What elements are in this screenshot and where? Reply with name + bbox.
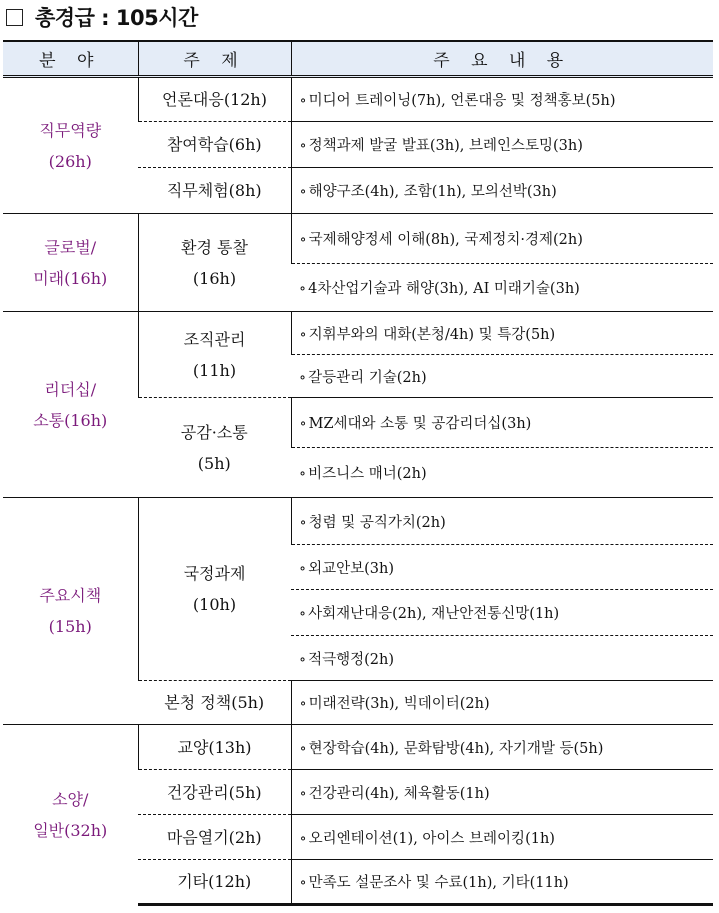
header-category: 분 야 <box>3 41 138 77</box>
content-text: 사회재난대응(2h), 재난안전통신망(1h) <box>308 606 560 622</box>
topic-label: 교양(13h) <box>177 737 252 757</box>
content-cell <box>291 815 713 860</box>
content-text: MZ세대와 소통 및 공감리더십(3h) <box>308 416 532 432</box>
content-cell <box>291 681 713 725</box>
content-text: 건강관리(4h), 체육활동(1h) <box>308 785 490 802</box>
topic-cell <box>138 815 291 860</box>
bullet-icon: ∘ <box>299 785 307 802</box>
topic-label: 건강관리(5h) <box>166 782 262 802</box>
content-cell <box>291 312 713 355</box>
category-label: (26h) <box>48 151 92 171</box>
content-text: 해양구조(4h), 조함(1h), 모의선박(3h) <box>308 184 557 200</box>
content-cell <box>291 77 713 122</box>
bullet-icon: ∘ <box>299 830 307 847</box>
topic-label: 본청 정책(5h) <box>164 693 265 712</box>
bullet-icon: ∘ <box>299 232 307 248</box>
bullet-icon: ∘ <box>299 740 307 757</box>
content-cell <box>291 355 713 398</box>
bullet-icon: ∘ <box>299 138 307 154</box>
topic-cell <box>138 860 291 905</box>
category-cell <box>3 214 138 312</box>
topic-label: 환경 통찰 <box>181 237 248 257</box>
topic-label: 마음열기(2h) <box>166 827 262 847</box>
content-cell <box>291 168 713 214</box>
bullet-icon: ∘ <box>299 514 307 531</box>
content-cell <box>291 860 713 905</box>
topic-label: 국정과제 <box>183 564 246 583</box>
table-row <box>3 498 713 545</box>
category-cell <box>3 725 138 905</box>
category-label: 일반(32h) <box>33 820 108 840</box>
category-label: 글로벌/ <box>44 237 97 257</box>
content-text: 국제해양정세 이해(8h), 국제정치·경제(2h) <box>308 232 583 248</box>
content-cell <box>291 498 713 545</box>
table-row <box>3 312 713 355</box>
content-text: 오리엔테이션(1), 아이스 브레이킹(1h) <box>308 830 555 847</box>
bullet-icon: ∘ <box>299 184 307 200</box>
content-text: 비즈니스 매너(2h) <box>308 466 427 482</box>
content-text: 외교안보(3h) <box>308 560 395 577</box>
category-label: 직무역량 <box>39 120 102 140</box>
content-text: 미래전략(3h), 빅데이터(2h) <box>308 696 490 712</box>
bullet-icon: ∘ <box>299 560 307 577</box>
content-text: 미디어 트레이닝(7h), 언론대응 및 정책홍보(5h) <box>308 93 616 109</box>
topic-cell <box>138 214 291 312</box>
content-text: 4차산업기술과 해양(3h), AI 미래기술(3h) <box>308 281 580 297</box>
topic-label: 언론대응(12h) <box>162 90 267 109</box>
content-text: 갈등관리 기술(2h) <box>308 369 427 386</box>
header-content: 주 요 내 용 <box>291 41 713 77</box>
topic-label: 조직관리 <box>183 329 246 349</box>
content-text: 청렴 및 공직가치(2h) <box>308 514 446 531</box>
content-cell <box>291 214 713 264</box>
topic-cell <box>138 681 291 725</box>
bullet-icon: ∘ <box>299 651 307 668</box>
content-text: 현장학습(4h), 문화탐방(4h), 자기개발 등(5h) <box>308 740 604 757</box>
topic-cell <box>138 725 291 770</box>
table-row <box>3 214 713 264</box>
page-title <box>6 2 198 32</box>
topic-label: 직무체험(8h) <box>166 181 262 200</box>
category-cell <box>3 312 138 498</box>
topic-cell <box>138 312 291 398</box>
table-row <box>3 725 713 770</box>
content-cell <box>291 636 713 681</box>
content-cell <box>291 398 713 448</box>
category-cell <box>3 498 138 725</box>
topic-label: (5h) <box>197 453 231 473</box>
topic-label: (16h) <box>192 268 237 288</box>
topic-cell <box>138 498 291 681</box>
content-cell <box>291 590 713 636</box>
table-row <box>3 77 713 122</box>
topic-label: (11h) <box>192 360 237 380</box>
title-text: 총경급 : 105시간 <box>35 6 198 30</box>
topic-cell <box>138 398 291 498</box>
category-label: 소양/ <box>52 789 89 809</box>
content-text: 적극행정(2h) <box>308 651 395 668</box>
content-cell <box>291 770 713 815</box>
content-cell <box>291 545 713 590</box>
topic-cell <box>138 770 291 815</box>
bullet-icon: ∘ <box>299 875 307 891</box>
content-text: 지휘부와의 대화(본청/4h) 및 특강(5h) <box>308 326 556 343</box>
category-label: 소통(16h) <box>33 410 108 430</box>
checkbox-icon <box>6 9 23 26</box>
content-cell <box>291 725 713 770</box>
topic-cell <box>138 122 291 168</box>
content-text: 만족도 설문조사 및 수료(1h), 기타(11h) <box>308 875 569 891</box>
category-cell <box>3 77 138 214</box>
category-label: 주요시책 <box>39 586 102 605</box>
topic-label: 기타(12h) <box>177 872 252 891</box>
bullet-icon: ∘ <box>299 696 307 712</box>
category-label: 리더십/ <box>44 379 97 399</box>
curriculum-table <box>3 40 713 906</box>
topic-label: (10h) <box>192 595 237 614</box>
bullet-icon: ∘ <box>299 466 307 482</box>
topic-label: 공감·소통 <box>180 422 248 442</box>
header-row <box>3 41 713 77</box>
content-cell <box>291 264 713 312</box>
bullet-icon: ∘ <box>299 281 307 297</box>
bullet-icon: ∘ <box>299 93 307 109</box>
category-label: (15h) <box>48 617 92 636</box>
category-label: 미래(16h) <box>33 268 108 288</box>
content-cell <box>291 122 713 168</box>
topic-label: 참여학습(6h) <box>166 135 262 154</box>
content-text: 정책과제 발굴 발표(3h), 브레인스토밍(3h) <box>308 138 583 154</box>
bullet-icon: ∘ <box>299 416 307 432</box>
bullet-icon: ∘ <box>299 606 307 622</box>
bullet-icon: ∘ <box>299 326 307 343</box>
bullet-icon: ∘ <box>299 369 307 386</box>
header-topic: 주 제 <box>138 41 291 77</box>
topic-cell <box>138 168 291 214</box>
content-cell <box>291 448 713 498</box>
topic-cell <box>138 77 291 122</box>
